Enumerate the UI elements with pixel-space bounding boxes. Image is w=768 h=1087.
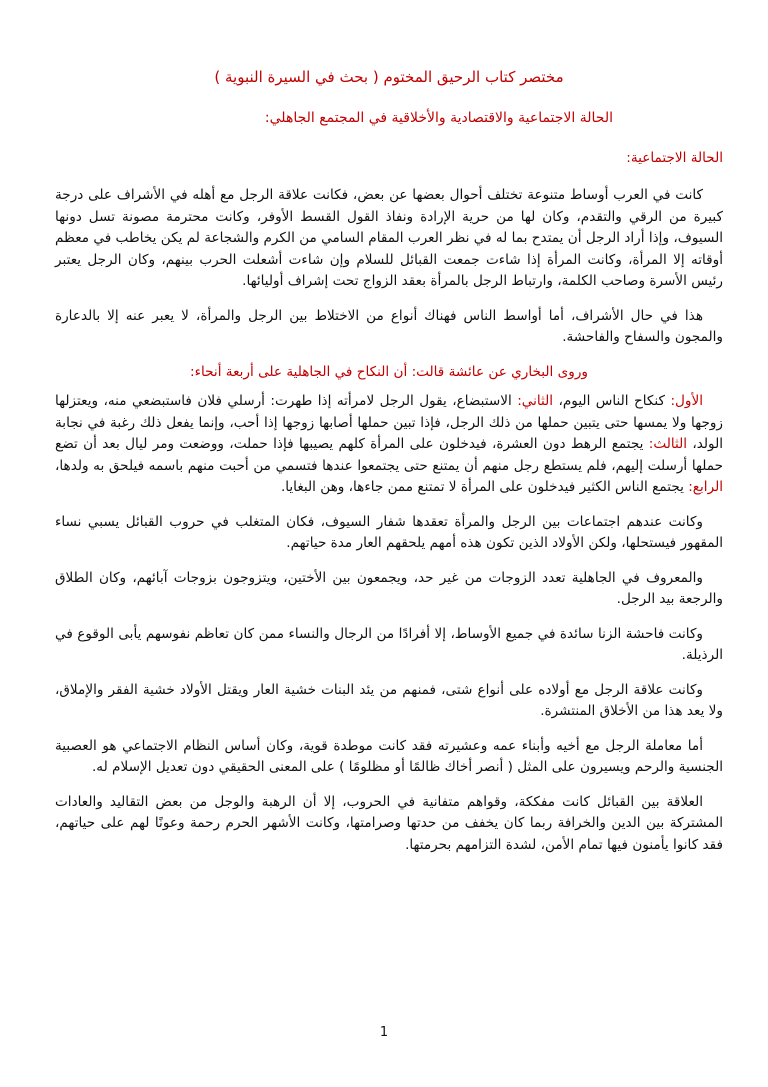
label-first: الأول: — [670, 393, 703, 409]
text-first: كنكاح الناس اليوم، — [553, 393, 671, 409]
label-fourth: الرابع: — [688, 479, 723, 495]
page-number: 1 — [379, 1025, 389, 1040]
label-second: الثاني: — [517, 393, 554, 409]
label-third: الثالث: — [648, 436, 688, 452]
paragraph-6: وكانت فاحشة الزنا سائدة في جميع الأوساط، إلا أفرادًا من الرجال والنساء ممن كان تعاظم نفوسهم يأبى الوقوع في الرذيلة. — [55, 625, 723, 663]
paragraph-4: وكانت عندهم اجتماعات بين الرجل والمرأة تعقدها شفار السيوف، فكان المتغلب في حروب القبائل يسبي نساء المقهور فيستحلها، ولكن الأولاد الذين تكون هذه أمهم يلحقهم العار مدة حياتهم. — [55, 513, 723, 551]
document-page — [55, 66, 723, 869]
paragraph-1: كانت في العرب أوساط متنوعة تختلف أحوال بعضها عن بعض، فكانت علاقة الرجل مع أهله في الأشراف على درجة كبيرة من الرقي والتقدم، وكان لها من حرية الإرادة ونفاذ القول القسط الأوفر، وكانت محترمة مصونة تسل دونها السيوف، وإذا أراد الرجل أن يمتدح بما له في نظر العرب المقام السامي من الكرم والشجاعة لم يكن يخاطب في معظم أوقاته إلا المرأة، وكانت المرأة إذا شاءت جمعت القبائل للسلام وإن شاءت أشعلت الحرب بينهم، وكان الرجل يعتبر رئيس الأسرة وصاحب الكلمة، وارتباط الرجل بالمرأة بعقد الزواج تحت إشراف أوليائها. — [55, 187, 723, 289]
text-third: يجتمع الرهط دون العشرة، فيدخلون على المرأة كلهم يصيبها فإذا حملت، ووضعت ومر ليال بعد أن تضع حملها أرسلت إليهم، فلم يستطع رجل منهم أن يمتنع حتى يجتمعوا عندها فتسمي من أحبت منهم باسمه فيلحق به ولدها، — [55, 436, 723, 474]
paragraph-5: والمعروف في الجاهلية تعدد الزوجات من غير حد، ويجمعون بين الأختين، ويتزوجون بزوجات آبائهم، وكان الطلاق والرجعة بيد الرجل. — [55, 569, 723, 607]
paragraph-marriage-types — [55, 391, 723, 499]
document-subtitle: الحالة الاجتماعية والاقتصادية والأخلاقية في المجتمع الجاهلي: — [264, 110, 613, 126]
paragraph-7: وكانت علاقة الرجل مع أولاده على أنواع شتى، فمنهم من يئد البنات خشية العار ويقتل الأولاد خشية الفقر والإملاق، ولا يعد هذا من الأخلاق المنتشرة. — [55, 681, 723, 719]
text-second: الاستبضاع، يقول الرجل لامرأته إذا طهرت: أرسلي فلان فاستبضعي منه، ويعتزلها زوجها ولا يمسها حتى يتبين حملها من ذلك الرجل، فإذا تبين حملها أصابها زوجها إذا أحب، وإنما يفعل ذلك رغبة في نجابة الولد، — [55, 393, 723, 452]
bukhari-line: وروى البخاري عن عائشة قالت: أن النكاح في الجاهلية على أربعة أنحاء: — [190, 363, 588, 380]
text-fourth: يجتمع الناس الكثير فيدخلون على المرأة لا تمتنع ممن جاءها، وهن البغايا. — [280, 479, 689, 495]
section-heading: الحالة الاجتماعية: — [626, 149, 723, 166]
document-title: مختصر كتاب الرحيق المختوم ( بحث في السيرة النبوية ) — [214, 68, 564, 86]
paragraph-9: العلاقة بين القبائل كانت مفككة، وقواهم متفانية في الحروب، إلا أن الرهبة والوجل من بعض التقاليد والعادات المشتركة بين الدين والخرافة ربما كان يخفف من حدتها وصرامتها، وكانت الأشهر الحرم رحمة وعونًا لهم على حياتهم، فقد كانوا يأمنون فيها تمام الأمن، لشدة التزامهم بحرمتها. — [55, 793, 723, 853]
paragraph-8: أما معاملة الرجل مع أخيه وأبناء عمه وعشيرته فقد كانت موطدة قوية، وكان أساس النظام الاجتماعي هو العصبية الجنسية والرحم ويسيرون على المثل ( أنصر أخاك ظالمًا أو مظلومًا ) على المعنى الحقيقي دون تعديل الإسلام له. — [55, 737, 723, 775]
paragraph-2: هذا في حال الأشراف، أما أواسط الناس فهناك أنواع من الاختلاط بين الرجل والمرأة، لا يعبر عنه إلا بالدعارة والمجون والسفاح والفاحشة. — [55, 307, 723, 345]
